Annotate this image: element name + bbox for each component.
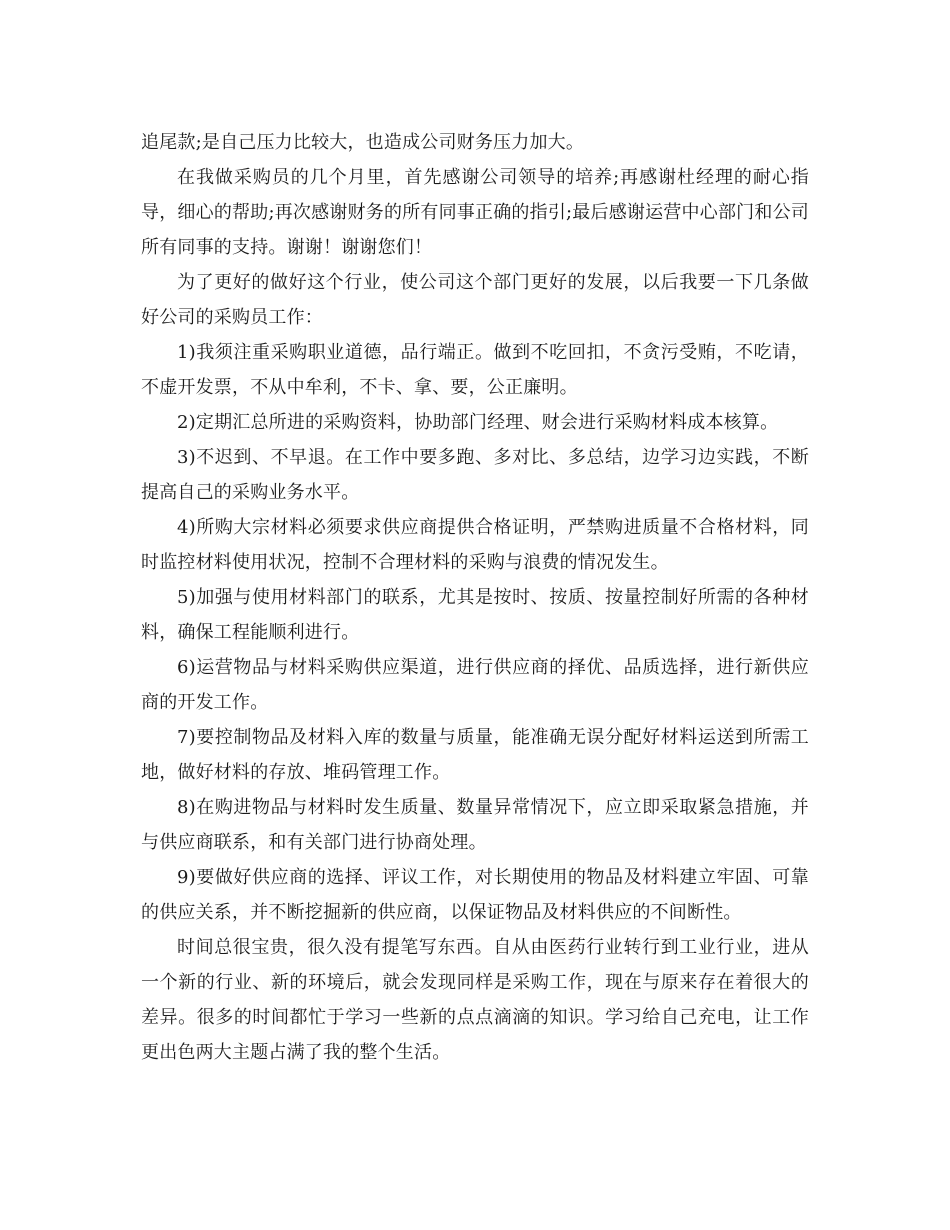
paragraph-closing: 时间总很宝贵，很久没有提笔写东西。自从由医药行业转行到工业行业，进从一个新的行业、新的环境后，就会发现同样是采购工作，现在与原来存在着很大的差异。很多的时间都忙于学习一些新的点点滴滴的知识。学习给自己充电，让工作更出色两大主题占满了我的整个生活。 <box>141 937 809 1063</box>
document-body <box>141 125 809 1070</box>
paragraph-item-3: 3)不迟到、不早退。在工作中要多跑、多对比、多总结，边学习边实践，不断提高自己的采购业务水平。 <box>141 447 809 503</box>
paragraph-item-5: 5)加强与使用材料部门的联系，尤其是按时、按质、按量控制好所需的各种材料，确保工程能顺利进行。 <box>141 587 809 643</box>
paragraph-item-7: 7)要控制物品及材料入库的数量与质量，能准确无误分配好材料运送到所需工地，做好材料的存放、堆码管理工作。 <box>141 727 809 783</box>
paragraph-item-2: 2)定期汇总所进的采购资料，协助部门经理、财会进行采购材料成本核算。 <box>177 412 779 433</box>
paragraph-thanks: 在我做采购员的几个月里，首先感谢公司领导的培养;再感谢杜经理的耐心指导，细心的帮助;再次感谢财务的所有同事正确的指引;最后感谢运营中心部门和公司所有同事的支持。谢谢！谢谢您们！ <box>141 167 809 258</box>
paragraph-item-9: 9)要做好供应商的选择、评议工作，对长期使用的物品及材料建立牢固、可靠的供应关系，并不断挖掘新的供应商，以保证物品及材料供应的不间断性。 <box>141 867 809 923</box>
paragraph-item-6: 6)运营物品与材料采购供应渠道，进行供应商的择优、品质选择，进行新供应商的开发工作。 <box>141 657 809 713</box>
paragraph-item-4: 4)所购大宗材料必须要求供应商提供合格证明，严禁购进质量不合格材料，同时监控材料使用状况，控制不合理材料的采购与浪费的情况发生。 <box>141 517 809 573</box>
paragraph-intro-plan: 为了更好的做好这个行业，使公司这个部门更好的发展，以后我要一下几条做好公司的采购员工作： <box>141 272 809 328</box>
paragraph-item-8: 8)在购进物品与材料时发生质量、数量异常情况下，应立即采取紧急措施，并与供应商联系，和有关部门进行协商处理。 <box>141 797 809 853</box>
paragraph-continuation: 追尾款;是自己压力比较大，也造成公司财务压力加大。 <box>141 132 585 153</box>
paragraph-item-1: 1)我须注重采购职业道德，品行端正。做到不吃回扣，不贪污受贿，不吃请，不虚开发票，不从中牟利，不卡、拿、要，公正廉明。 <box>141 342 809 398</box>
